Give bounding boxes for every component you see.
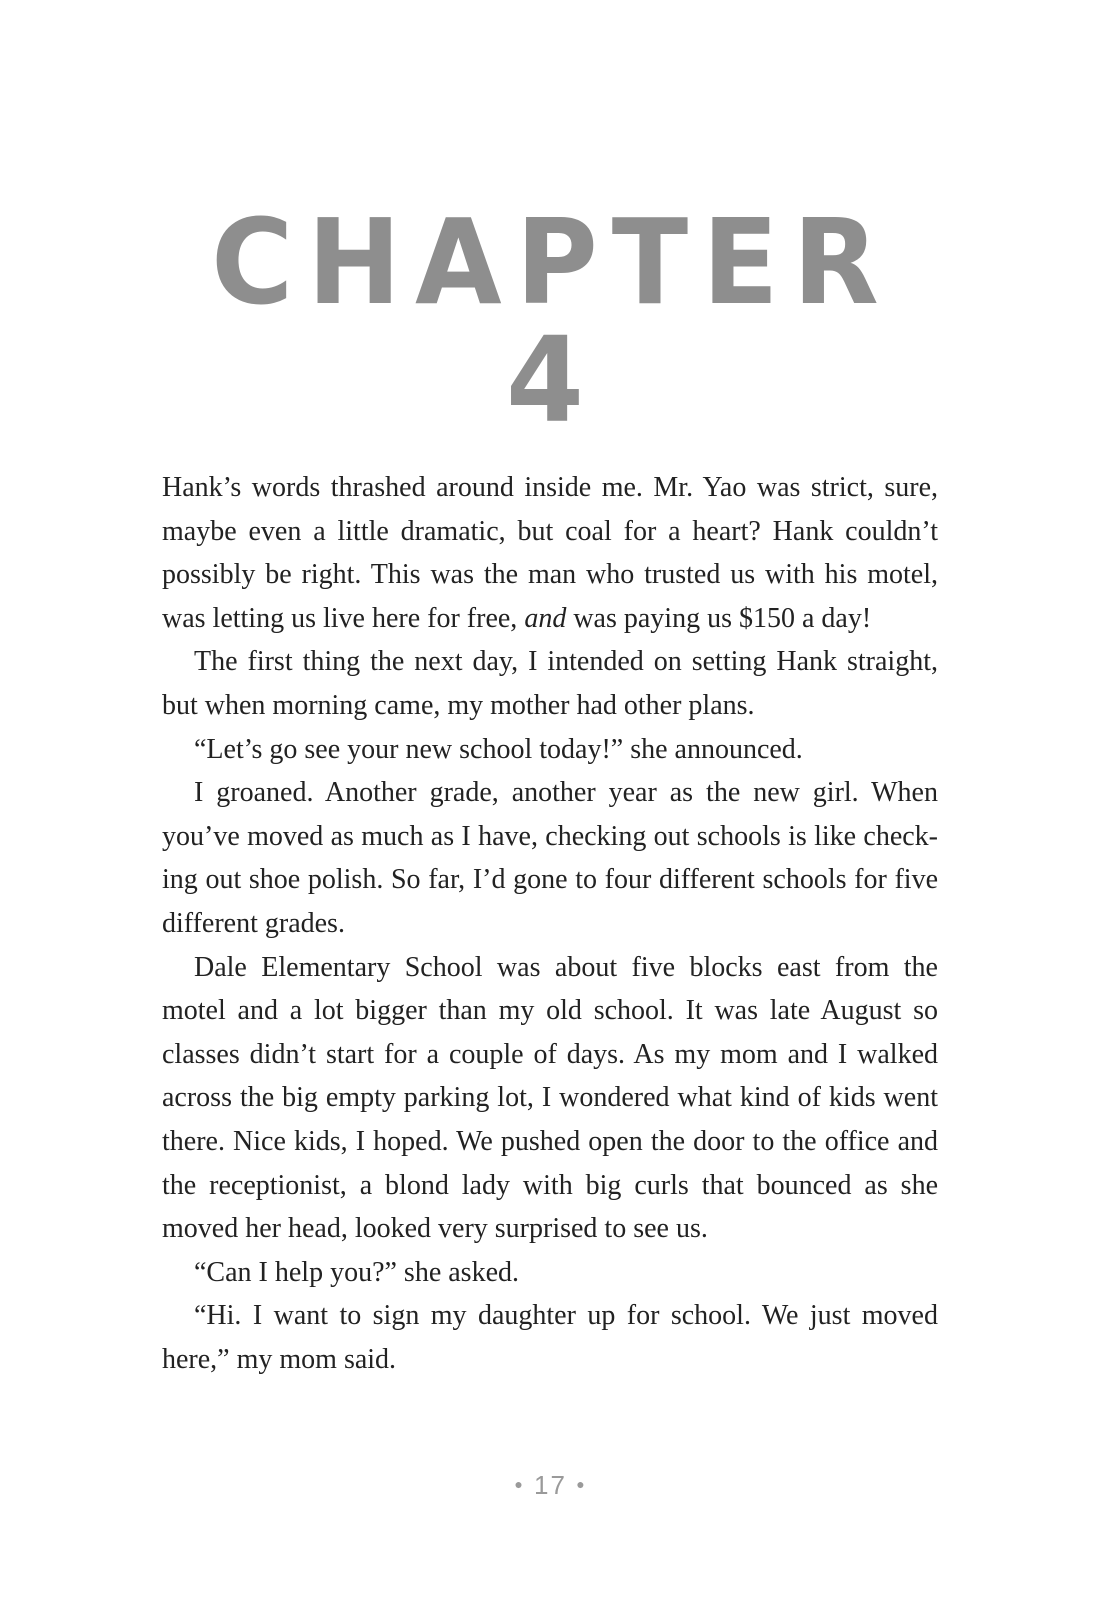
chapter-heading: CHAPTER 4	[211, 194, 893, 450]
page-number: 17	[534, 1470, 567, 1500]
italic-text-run: and	[524, 602, 567, 634]
text-run: I groaned. Another grade, another year as the new girl. When you’ve moved as much as I have, checking out schools is like checking out shoe polish. So far, I’d gone to four different schools for five different grades.	[162, 777, 938, 939]
body-text	[162, 466, 938, 1381]
paragraph	[162, 640, 938, 727]
folio-dot-left: ●	[514, 1476, 525, 1493]
text-run: Hank’s words thrashed around inside me. Mr. Yao was strict, sure, maybe even a little dramatic, but coal for a heart? Hank couldn’t possibly be right. This was the man who trusted us with his motel, was letting us live here for free,	[162, 472, 938, 634]
paragraph	[162, 1294, 938, 1381]
page-number-folio	[0, 1470, 1101, 1501]
text-run: Dale Elementary School was about five blocks east from the motel and a lot bigger than my old school. It was late August so classes didn’t start for a couple of days. As my mom and I walked across the big empty parking lot, I wondered what kind of kids went there. Nice kids, I hoped. We pushed open the door to the office and the receptionist, a blond lady with big curls that bounced as she moved her head, looked very surprised to see us.	[162, 951, 938, 1245]
text-run: The first thing the next day, I intended on setting Hank straight, but when morning came, my mother had other plans.	[162, 646, 938, 721]
text-run: “Hi. I want to sign my daughter up for school. We just moved here,” my mom said.	[162, 1300, 938, 1375]
paragraph	[162, 1251, 938, 1295]
paragraph	[162, 946, 938, 1251]
paragraph	[162, 728, 938, 772]
paragraph	[162, 771, 938, 945]
text-run: “Can I help you?” she asked.	[194, 1256, 519, 1288]
text-run: “Let’s go see your new school today!” she announced.	[194, 733, 803, 765]
folio-dot-right: ●	[576, 1476, 587, 1493]
paragraph	[162, 466, 938, 640]
text-run: was paying us $150 a day!	[566, 602, 872, 634]
